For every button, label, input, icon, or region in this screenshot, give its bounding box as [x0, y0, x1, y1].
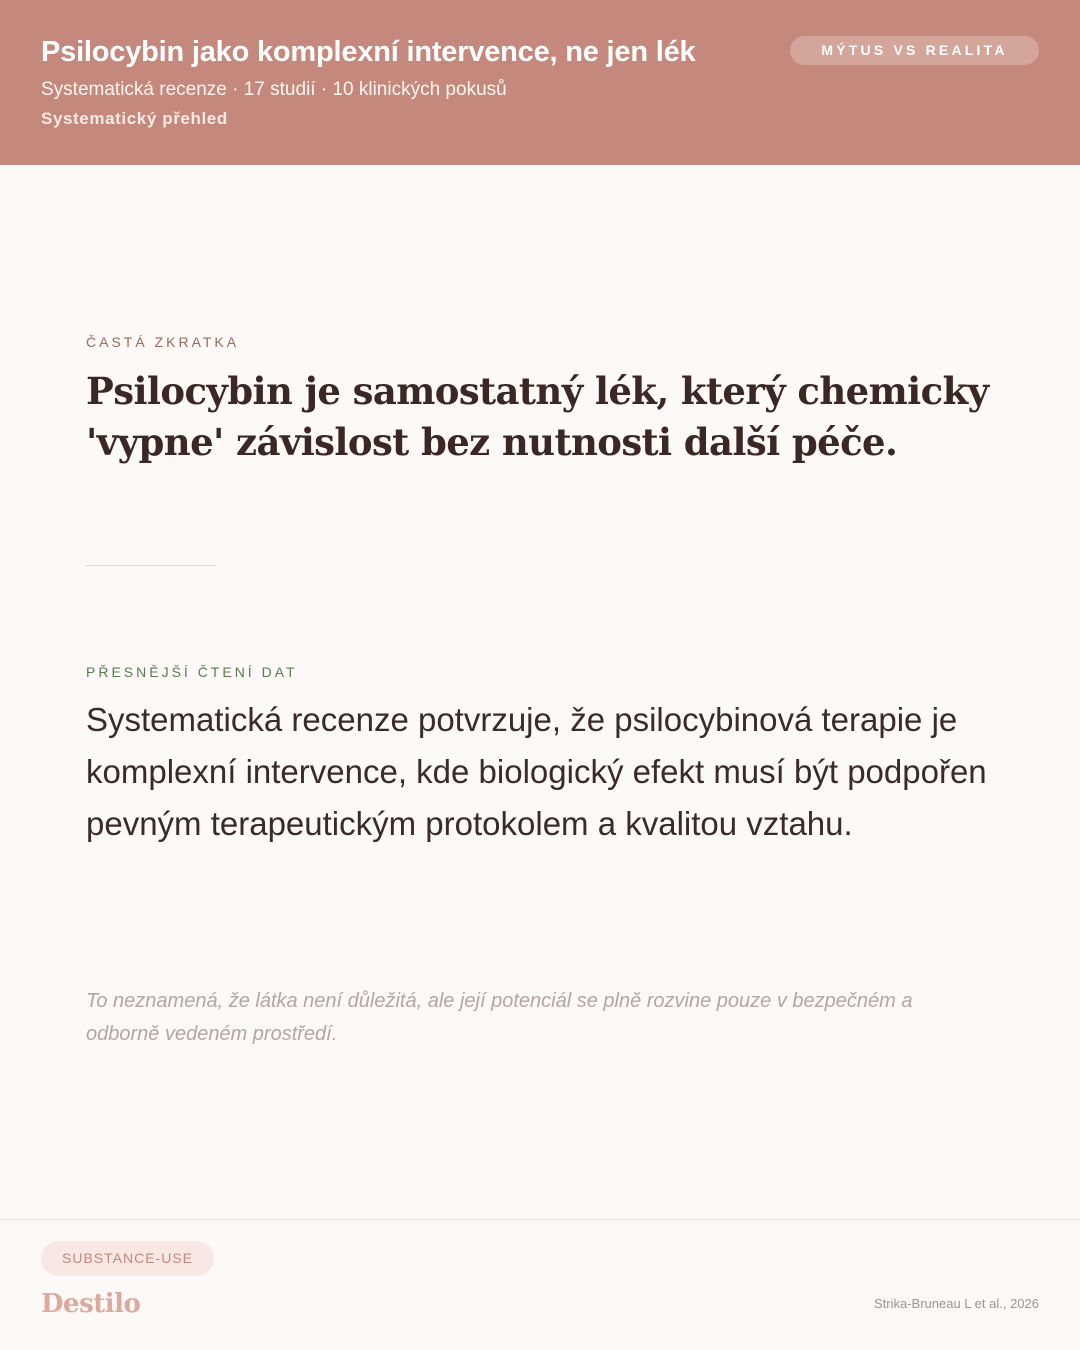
publication-type: Systematický přehled	[41, 109, 228, 128]
myth-statement: Psilocybin je samostatný lék, který chemicky 'vypne' závislost bez nutnosti další péče.	[86, 369, 989, 464]
section-divider	[86, 565, 215, 566]
brand-logo: Destilo	[41, 1289, 141, 1319]
topic-tag: SUBSTANCE-USE	[41, 1241, 214, 1276]
reality-note: To neznamená, že látka není důležitá, ale její potenciál se plně rozvine pouze v bezpečném a odborně vedeném prostředí.	[86, 990, 913, 1045]
category-badge: MÝTUS VS REALITA	[790, 36, 1039, 65]
reality-label: PŘESNĚJŠÍ ČTENÍ DAT	[86, 664, 298, 680]
footer-divider	[0, 1219, 1080, 1220]
citation: Strika-Bruneau L et al., 2026	[873, 1296, 1039, 1311]
myth-label: ČASTÁ ZKRATKA	[86, 334, 240, 350]
page-subtitle: Systematická recenze · 17 studií · 10 klinických pokusů	[41, 79, 507, 100]
reality-statement: Systematická recenze potvrzuje, že psilocybinová terapie je komplexní intervence, kde biologický efekt musí být podpořen pevným terapeutickým protokolem a kvalitou vztahu.	[86, 701, 987, 842]
header-banner	[0, 0, 1080, 165]
page-title: Psilocybin jako komplexní intervence, ne jen lék	[41, 36, 696, 68]
